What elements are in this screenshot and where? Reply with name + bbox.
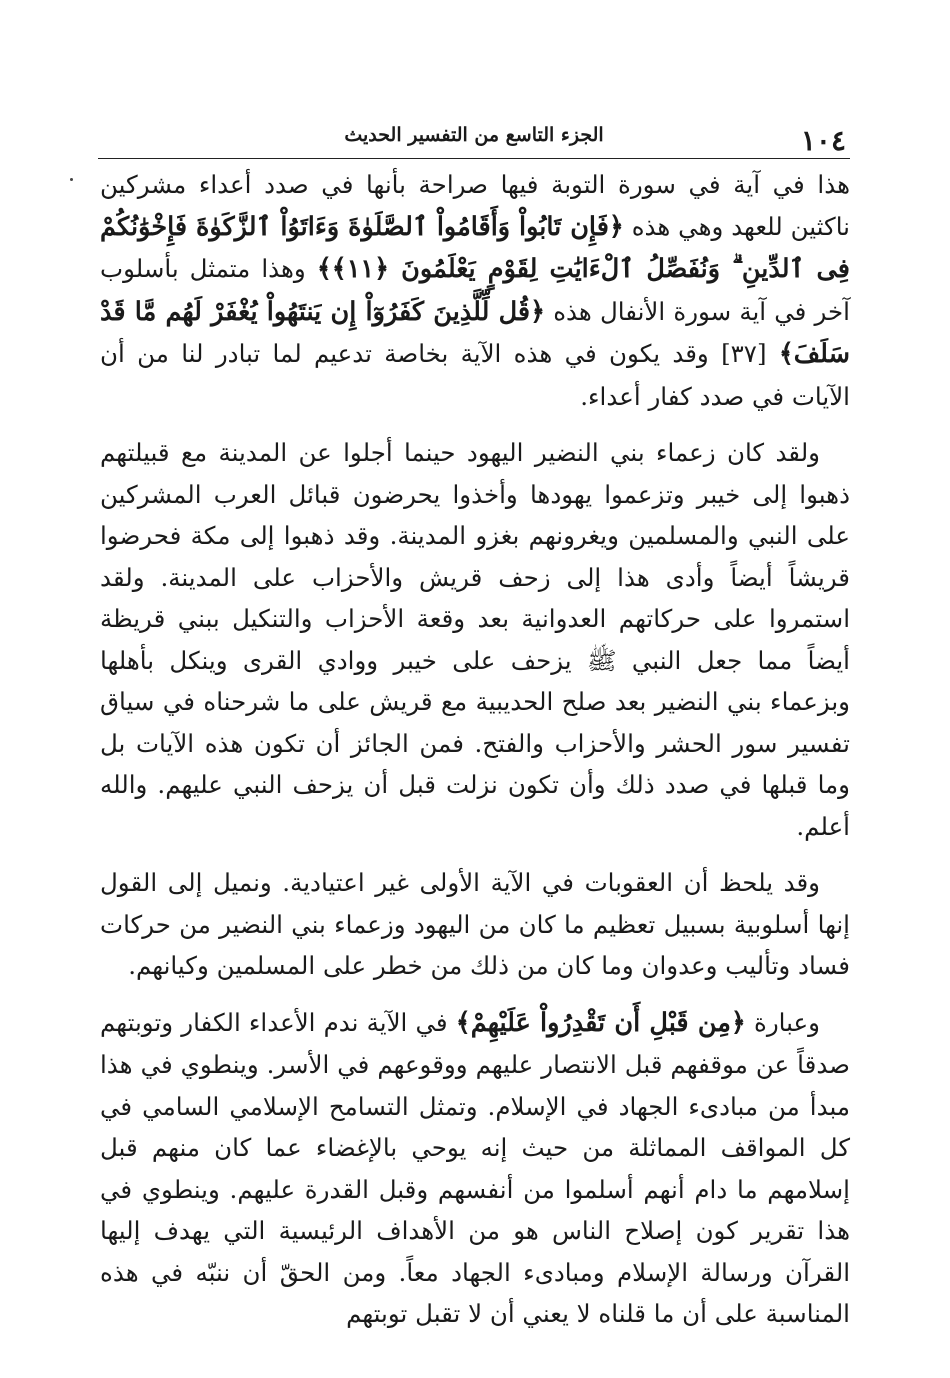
paragraph-1-text-c: [٣٧] وقد يكون في هذه الآية بخاصة تدعيم لما تبادر لنا من أن الآيات في صدد كفار أعداء.	[100, 339, 850, 411]
paragraph-1-text-a: هذا في آية في سورة التوبة فيها صراحة بأنها في صدد أعداء مشركين ناكثين للعهد وهي هذه	[100, 170, 850, 241]
stray-dot	[70, 178, 73, 181]
paragraph-1-text-b: وهذا متمثل بأسلوب آخر في آية سورة الأنفال هذه	[100, 254, 850, 326]
paragraph-4-text-b: في الآية ندم الأعداء الكفار وتوبتهم صدقاً عن موقفهم قبل الانتصار عليهم ووقوعهم في الأسر. وينطوي في هذا مبدأ من مبادىء الجهاد في الإسلام. وتمثل التسامح الإسلامي السامي في كل المواقف المماثلة من حيث إنه يوحي بالإغضاء عما كان منهم قبل إسلامهم ما دام أنهم أسلموا من أنفسهم وقبل القدرة عليهم. وينطوي في هذا تقرير كون إصلاح الناس هو من الأهداف الرئيسية التي يهدف إليها القرآن ورسالة الإسلام ومبادىء الجهاد معاً. ومن الحقّ أن ننبّه في هذه المناسبة على أن ما قلناه لا يعني أن لا تقبل توبتهم	[100, 1007, 850, 1328]
running-title: الجزء التاسع من التفسير الحديث	[344, 124, 604, 146]
quran-quote-min-qabl: ﴿مِن قَبْلِ أَن تَقْدِرُواْ عَلَيْهِمْ﴾	[455, 1007, 746, 1038]
quran-verse-tawba-11: ﴿فَإِن تَابُواْ وَأَقَامُواْ ٱلصَّلَوٰةَ وَءَاتَوُاْ ٱلزَّكَوٰةَ فَإِخْوَٰنُكُمْ فِى ٱلدِّينِ ۗ وَنُفَصِّلُ ٱلْءَايَٰتِ لِقَوْمٍ يَعْلَمُونَ ﴿١١﴾﴾	[100, 211, 850, 284]
paragraph-1	[100, 164, 850, 417]
body-text	[100, 164, 850, 1335]
paragraph-2: ولقد كان زعماء بني النضير اليهود حينما أجلوا عن المدينة مع قبيلتهم ذهبوا إلى خيبر وتزعموا يهودها وأخذوا يحرضون قبائل العرب المشركين على النبي والمسلمين ويغرونهم بغزو المدينة. وقد ذهبوا إلى مكة فحرضوا قريشاً أيضاً وأدى هذا إلى زحف قريش والأحزاب على المدينة. ولقد استمروا على حركاتهم العدوانية بعد وقعة الأحزاب والتنكيل ببني قريظة أيضاً مما جعل النبي ﷺ يزحف على خيبر ووادي القرى وينكل بأهلها وبزعماء بني النضير بعد صلح الحديبية مع قريش على ما شرحناه في سياق تفسير سور الحشر والأحزاب والفتح. فمن الجائز أن تكون هذه الآيات بل وما قبلها في صدد ذلك وأن تكون نزلت قبل أن يزحف النبي عليهم. والله أعلم.	[100, 438, 850, 841]
quran-verse-anfal-38: ﴿قُل لِّلَّذِينَ كَفَرُوٓاْ إِن يَنتَهُواْ يُغْفَرْ لَهُم مَّا قَدْ سَلَفَ﴾	[100, 296, 850, 369]
paragraph-4-text-a: وعبارة	[754, 1007, 820, 1037]
page-header	[98, 118, 850, 159]
paragraph-3: وقد يلحظ أن العقوبات في الآية الأولى غير اعتيادية. ونميل إلى القول إنها أسلوبية بسبيل تعظيم ما كان من اليهود وزعماء بني النضير من حركات فساد وتأليب وعدوان وما كان من ذلك من خطر على المسلمين وكيانهم.	[100, 868, 850, 980]
page-number: ١٠٤	[800, 124, 846, 157]
paragraph-4	[100, 1002, 850, 1335]
